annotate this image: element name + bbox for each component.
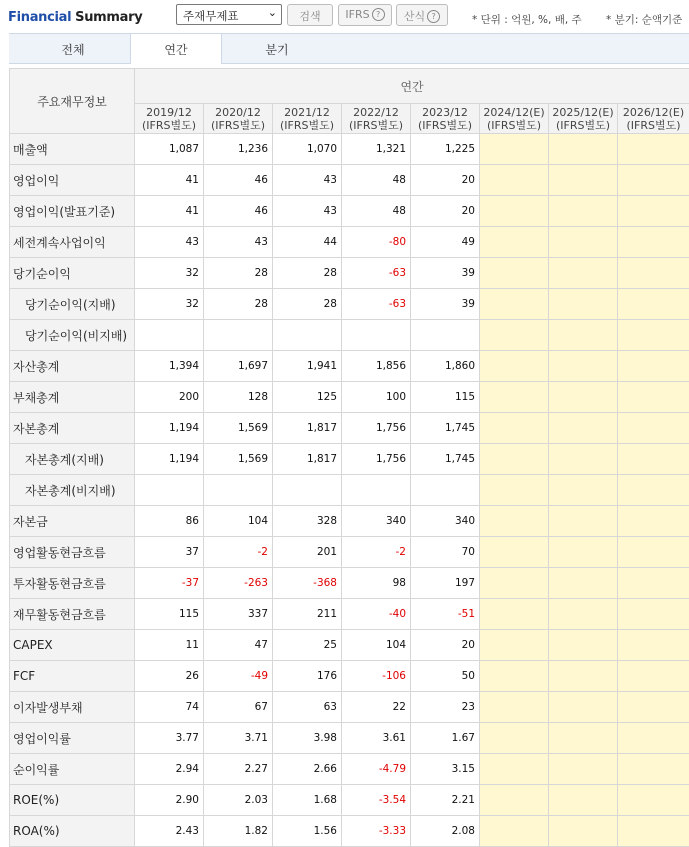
- period-tabs: [9, 33, 689, 64]
- table-cell: 23: [411, 692, 480, 723]
- table-cell: 1,860: [411, 351, 480, 382]
- annual-group-header: 연간: [135, 69, 689, 104]
- table-row: [10, 413, 689, 444]
- column-period: 2025/12(E): [552, 105, 614, 119]
- table-cell: -3.33: [342, 816, 411, 847]
- row-label: 당기순이익(비지배): [10, 320, 135, 351]
- column-basis: (IFRS별도): [555, 118, 611, 132]
- table-cell: [480, 134, 549, 165]
- table-cell: 26: [135, 661, 204, 692]
- table-cell: 39: [411, 258, 480, 289]
- table-cell: [549, 785, 618, 816]
- formula-button-label: 산식: [403, 10, 426, 23]
- table-row: [10, 599, 689, 630]
- table-cell: 20: [411, 165, 480, 196]
- table-cell: 43: [204, 227, 273, 258]
- table-row: [10, 661, 689, 692]
- table-cell: -63: [342, 289, 411, 320]
- table-cell: [618, 196, 689, 227]
- row-label: 자본총계: [10, 413, 135, 444]
- column-period: 2020/12: [215, 105, 261, 119]
- table-cell: 1,194: [135, 413, 204, 444]
- row-label: 이자발생부채: [10, 692, 135, 723]
- column-period: 2021/12: [284, 105, 330, 119]
- table-cell: [135, 475, 204, 506]
- table-row: [10, 196, 689, 227]
- table-cell: 32: [135, 258, 204, 289]
- table-cell: [549, 506, 618, 537]
- table-cell: 3.15: [411, 754, 480, 785]
- ifrs-help-button[interactable]: [338, 4, 392, 26]
- table-cell: 22: [342, 692, 411, 723]
- table-cell: 3.71: [204, 723, 273, 754]
- table-cell: [549, 816, 618, 847]
- table-cell: 104: [204, 506, 273, 537]
- table-cell: [618, 258, 689, 289]
- table-cell: [204, 320, 273, 351]
- table-cell: 28: [273, 258, 342, 289]
- table-cell: [480, 599, 549, 630]
- table-cell: 1.68: [273, 785, 342, 816]
- table-cell: [618, 630, 689, 661]
- table-cell: 63: [273, 692, 342, 723]
- table-cell: [480, 816, 549, 847]
- table-cell: [480, 630, 549, 661]
- table-cell: 1,745: [411, 413, 480, 444]
- table-cell: [618, 413, 689, 444]
- table-cell: 1,194: [135, 444, 204, 475]
- unit-note: * 단위 : 억원, %, 배, 주: [472, 14, 582, 26]
- column-header: [480, 104, 549, 134]
- table-row: [10, 444, 689, 475]
- toolbar: [0, 0, 689, 32]
- table-cell: [549, 196, 618, 227]
- table-cell: 1,321: [342, 134, 411, 165]
- table-cell: 1.56: [273, 816, 342, 847]
- table-cell: 2.66: [273, 754, 342, 785]
- column-period: 2023/12: [422, 105, 468, 119]
- table-cell: 2.03: [204, 785, 273, 816]
- table-cell: 176: [273, 661, 342, 692]
- column-period: 2024/12(E): [483, 105, 545, 119]
- table-cell: 125: [273, 382, 342, 413]
- table-cell: -51: [411, 599, 480, 630]
- tab-quarterly[interactable]: 분기: [265, 43, 289, 57]
- table-cell: 41: [135, 165, 204, 196]
- row-label: 영업이익률: [10, 723, 135, 754]
- table-cell: [618, 754, 689, 785]
- table-cell: 1,569: [204, 444, 273, 475]
- table-cell: [549, 351, 618, 382]
- column-period: 2026/12(E): [622, 105, 685, 119]
- row-label: 당기순이익(지배): [10, 289, 135, 320]
- table-cell: 1,745: [411, 444, 480, 475]
- table-cell: 46: [204, 196, 273, 227]
- table-cell: [480, 196, 549, 227]
- table-row: [10, 382, 689, 413]
- table-cell: [618, 227, 689, 258]
- table-cell: 337: [204, 599, 273, 630]
- quarter-note: * 분기: 순액기준: [606, 14, 683, 26]
- table-cell: [342, 475, 411, 506]
- table-cell: [549, 444, 618, 475]
- table-cell: 86: [135, 506, 204, 537]
- table-cell: [618, 599, 689, 630]
- table-cell: 1,756: [342, 444, 411, 475]
- table-cell: 340: [411, 506, 480, 537]
- table-cell: 1.82: [204, 816, 273, 847]
- table-cell: -2: [204, 537, 273, 568]
- table-cell: [480, 475, 549, 506]
- table-cell: 1.67: [411, 723, 480, 754]
- table-cell: [549, 382, 618, 413]
- table-cell: 70: [411, 537, 480, 568]
- table-cell: 3.77: [135, 723, 204, 754]
- row-label: ROA(%): [10, 816, 135, 847]
- table-cell: [549, 599, 618, 630]
- table-cell: [618, 289, 689, 320]
- table-cell: [549, 165, 618, 196]
- search-button-label: 검색: [299, 10, 321, 23]
- statement-select-value: 주재무제표: [183, 9, 239, 23]
- table-cell: [549, 723, 618, 754]
- table-cell: [549, 568, 618, 599]
- row-label: 영업이익(발표기준): [10, 196, 135, 227]
- table-cell: 37: [135, 537, 204, 568]
- table-cell: [273, 475, 342, 506]
- table-cell: 41: [135, 196, 204, 227]
- table-cell: [480, 723, 549, 754]
- table-cell: 28: [204, 289, 273, 320]
- row-label: ROE(%): [10, 785, 135, 816]
- tab-all[interactable]: 전체: [61, 43, 85, 57]
- table-cell: 48: [342, 196, 411, 227]
- table-row: [10, 475, 689, 506]
- table-cell: -3.54: [342, 785, 411, 816]
- table-cell: 47: [204, 630, 273, 661]
- table-row: [10, 785, 689, 816]
- table-cell: 1,225: [411, 134, 480, 165]
- table-cell: 44: [273, 227, 342, 258]
- column-header: [411, 104, 480, 134]
- column-header: [618, 104, 689, 134]
- search-button[interactable]: [287, 4, 333, 26]
- table-cell: 43: [273, 196, 342, 227]
- table-cell: [204, 475, 273, 506]
- table-cell: -2: [342, 537, 411, 568]
- table-row: [10, 351, 689, 382]
- statement-type-select[interactable]: [176, 4, 282, 25]
- table-cell: [480, 165, 549, 196]
- table-cell: 1,756: [342, 413, 411, 444]
- table-row: [10, 630, 689, 661]
- table-cell: 1,697: [204, 351, 273, 382]
- table-cell: 340: [342, 506, 411, 537]
- table-cell: [480, 661, 549, 692]
- formula-help-button[interactable]: [396, 4, 448, 26]
- table-cell: [480, 289, 549, 320]
- row-label: 자본총계(비지배): [10, 475, 135, 506]
- row-label: 자본총계(지배): [10, 444, 135, 475]
- table-cell: 25: [273, 630, 342, 661]
- column-basis: (IFRS별도): [210, 118, 266, 132]
- chevron-down-icon: ⌄: [267, 6, 277, 19]
- table-cell: 2.21: [411, 785, 480, 816]
- financial-summary-table: [9, 68, 689, 847]
- table-cell: 211: [273, 599, 342, 630]
- column-basis: (IFRS별도): [486, 118, 542, 132]
- table-cell: [480, 568, 549, 599]
- table-cell: [618, 723, 689, 754]
- table-cell: [480, 320, 549, 351]
- table-cell: 3.98: [273, 723, 342, 754]
- table-cell: [618, 816, 689, 847]
- table-row: [10, 537, 689, 568]
- row-label: 영업이익: [10, 165, 135, 196]
- table-row: [10, 320, 689, 351]
- table-row: [10, 568, 689, 599]
- table-cell: 43: [135, 227, 204, 258]
- table-cell: [411, 320, 480, 351]
- table-cell: [480, 382, 549, 413]
- column-basis: (IFRS별도): [141, 118, 197, 132]
- column-header: [342, 104, 411, 134]
- table-cell: 1,569: [204, 413, 273, 444]
- table-cell: [618, 537, 689, 568]
- table-cell: 74: [135, 692, 204, 723]
- table-cell: 20: [411, 630, 480, 661]
- table-cell: 48: [342, 165, 411, 196]
- table-cell: [342, 320, 411, 351]
- table-cell: -263: [204, 568, 273, 599]
- table-cell: 43: [273, 165, 342, 196]
- table-cell: [618, 134, 689, 165]
- table-cell: -40: [342, 599, 411, 630]
- table-cell: [549, 537, 618, 568]
- table-cell: [480, 227, 549, 258]
- table-cell: [480, 506, 549, 537]
- question-icon: ?: [372, 8, 385, 21]
- ifrs-button-label: IFRS: [345, 8, 370, 21]
- table-cell: -80: [342, 227, 411, 258]
- question-icon: ?: [427, 10, 440, 23]
- table-cell: 28: [273, 289, 342, 320]
- column-header: [204, 104, 273, 134]
- row-label: 당기순이익: [10, 258, 135, 289]
- table-cell: [618, 444, 689, 475]
- table-cell: 1,087: [135, 134, 204, 165]
- table-cell: [618, 382, 689, 413]
- column-basis: (IFRS별도): [626, 118, 681, 132]
- table-cell: -37: [135, 568, 204, 599]
- table-cell: [480, 258, 549, 289]
- title-summary: Summary: [75, 10, 143, 25]
- table-cell: -49: [204, 661, 273, 692]
- table-cell: -63: [342, 258, 411, 289]
- row-label: 자산총계: [10, 351, 135, 382]
- table-cell: -4.79: [342, 754, 411, 785]
- table-cell: [549, 630, 618, 661]
- table-row: [10, 227, 689, 258]
- table-row: [10, 816, 689, 847]
- table-row: [10, 754, 689, 785]
- table-cell: 1,394: [135, 351, 204, 382]
- table-cell: 50: [411, 661, 480, 692]
- table-cell: [618, 568, 689, 599]
- column-header: [549, 104, 618, 134]
- table-cell: [549, 134, 618, 165]
- table-cell: 201: [273, 537, 342, 568]
- table-cell: 2.90: [135, 785, 204, 816]
- table-cell: 3.61: [342, 723, 411, 754]
- table-cell: 2.43: [135, 816, 204, 847]
- table-cell: [480, 413, 549, 444]
- table-cell: [480, 692, 549, 723]
- table-cell: 1,070: [273, 134, 342, 165]
- table-cell: [618, 320, 689, 351]
- table-cell: 115: [411, 382, 480, 413]
- table-cell: 1,817: [273, 413, 342, 444]
- table-cell: -368: [273, 568, 342, 599]
- table-cell: [549, 227, 618, 258]
- table-cell: 328: [273, 506, 342, 537]
- table-cell: [480, 351, 549, 382]
- row-label: 부채총계: [10, 382, 135, 413]
- table-cell: [618, 165, 689, 196]
- table-cell: 46: [204, 165, 273, 196]
- table-cell: [480, 785, 549, 816]
- table-cell: [549, 258, 618, 289]
- table-cell: 1,817: [273, 444, 342, 475]
- table-cell: [618, 351, 689, 382]
- table-cell: [549, 320, 618, 351]
- table-cell: 197: [411, 568, 480, 599]
- table-cell: 104: [342, 630, 411, 661]
- tab-annual[interactable]: 연간: [130, 34, 222, 64]
- table-cell: 2.94: [135, 754, 204, 785]
- table-cell: [273, 320, 342, 351]
- row-label: 자본금: [10, 506, 135, 537]
- table-row: [10, 134, 689, 165]
- column-header: [135, 104, 204, 134]
- column-header: [273, 104, 342, 134]
- column-basis: (IFRS별도): [417, 118, 473, 132]
- table-cell: 2.08: [411, 816, 480, 847]
- table-cell: [135, 320, 204, 351]
- table-cell: 1,236: [204, 134, 273, 165]
- row-label: 매출액: [10, 134, 135, 165]
- table-row: [10, 506, 689, 537]
- table-cell: [549, 692, 618, 723]
- table-cell: [549, 413, 618, 444]
- title-financial: Financial: [8, 10, 72, 25]
- table-cell: 39: [411, 289, 480, 320]
- table-cell: [480, 537, 549, 568]
- table-cell: [411, 475, 480, 506]
- row-label: 순이익률: [10, 754, 135, 785]
- row-label: 투자활동현금흐름: [10, 568, 135, 599]
- table-cell: 1,941: [273, 351, 342, 382]
- table-cell: [549, 661, 618, 692]
- table-cell: 200: [135, 382, 204, 413]
- table-cell: 67: [204, 692, 273, 723]
- table-cell: 100: [342, 382, 411, 413]
- table-cell: 1,856: [342, 351, 411, 382]
- table-row: [10, 723, 689, 754]
- table-cell: [618, 692, 689, 723]
- row-label: CAPEX: [10, 630, 135, 661]
- column-period: 2022/12: [353, 105, 399, 119]
- table-cell: 98: [342, 568, 411, 599]
- table-cell: 32: [135, 289, 204, 320]
- page-title: [8, 10, 142, 25]
- table-cell: [480, 444, 549, 475]
- row-label: FCF: [10, 661, 135, 692]
- row-label: 영업활동현금흐름: [10, 537, 135, 568]
- table-cell: 28: [204, 258, 273, 289]
- column-basis: (IFRS별도): [348, 118, 404, 132]
- table-row: [10, 258, 689, 289]
- table-cell: [618, 661, 689, 692]
- table-row: [10, 165, 689, 196]
- table-cell: [618, 785, 689, 816]
- row-header: 주요재무정보: [10, 69, 135, 134]
- table-cell: 2.27: [204, 754, 273, 785]
- table-cell: [549, 289, 618, 320]
- row-label: 세전계속사업이익: [10, 227, 135, 258]
- table-cell: [618, 475, 689, 506]
- table-cell: [480, 754, 549, 785]
- table-row: [10, 289, 689, 320]
- table-cell: [618, 506, 689, 537]
- table-cell: -106: [342, 661, 411, 692]
- row-label: 재무활동현금흐름: [10, 599, 135, 630]
- table-cell: [549, 754, 618, 785]
- table-cell: 20: [411, 196, 480, 227]
- column-basis: (IFRS별도): [279, 118, 335, 132]
- table-cell: 115: [135, 599, 204, 630]
- column-period: 2019/12: [146, 105, 192, 119]
- table-cell: 49: [411, 227, 480, 258]
- table-cell: 128: [204, 382, 273, 413]
- table-row: [10, 692, 689, 723]
- table-cell: 11: [135, 630, 204, 661]
- table-cell: [549, 475, 618, 506]
